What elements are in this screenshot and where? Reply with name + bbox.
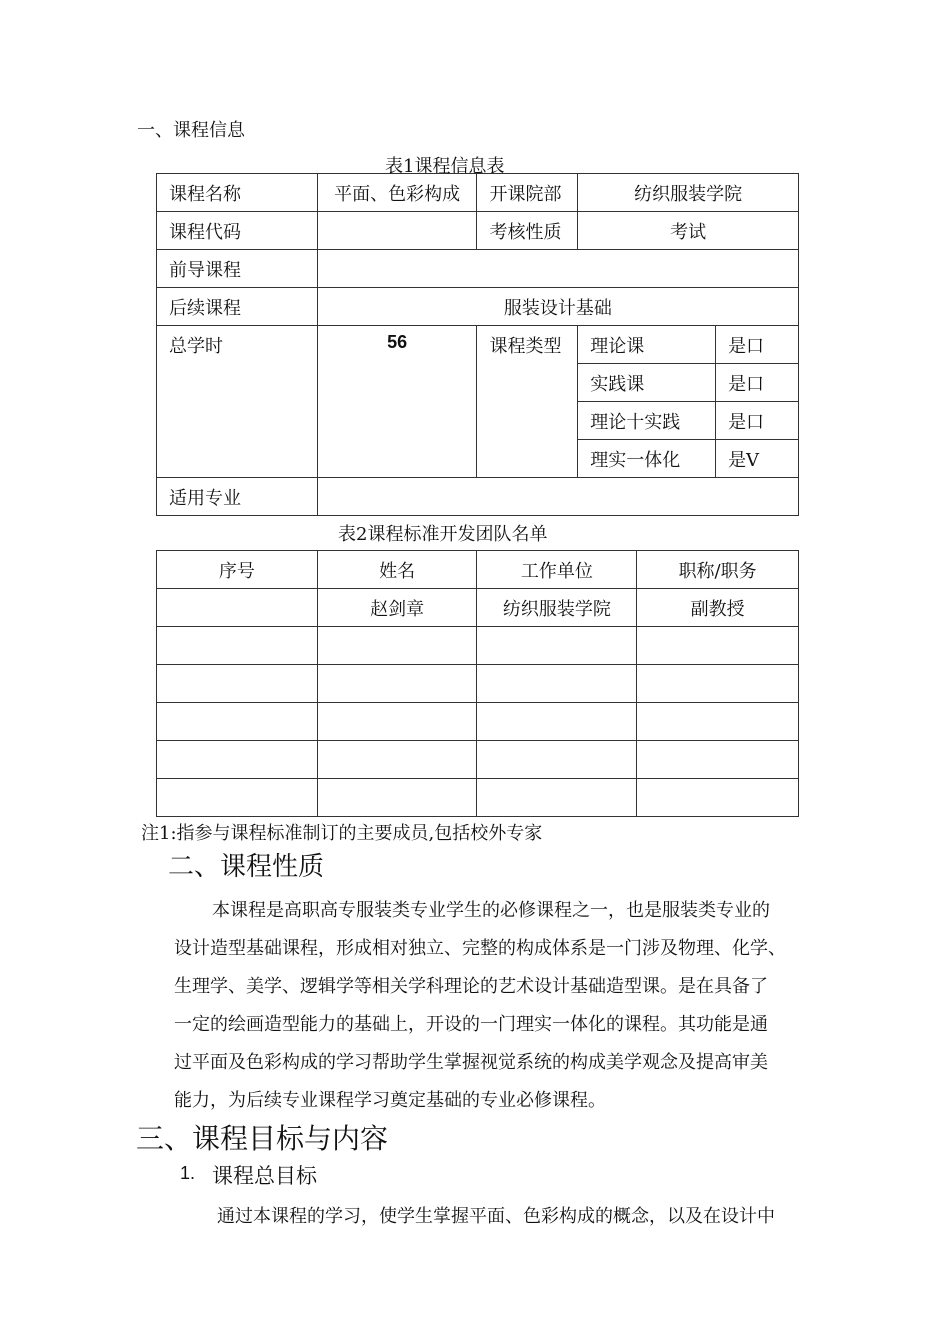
- course-type-label: 课程类型: [477, 326, 578, 478]
- course-type-name: 实践课: [578, 364, 716, 402]
- table-row: [157, 627, 799, 665]
- pre-course-label: 前导课程: [157, 250, 318, 288]
- dept-label: 开课院部: [477, 174, 578, 212]
- major-label: 适用专业: [157, 478, 318, 516]
- subsection-title: 课程总目标: [212, 1164, 317, 1188]
- section2-line: 生理学、美学、逻辑学等相关学科理论的艺术设计基础造型课。是在具备了: [174, 976, 768, 997]
- course-type-value: 是V: [716, 440, 799, 478]
- table-cell: [157, 665, 318, 703]
- table-row: [157, 174, 799, 212]
- table2-caption: 表2课程标准开发团队名单: [338, 524, 548, 545]
- course-type-name: 理论十实践: [578, 402, 716, 440]
- course-type-value: 是口: [716, 402, 799, 440]
- table-cell: [157, 741, 318, 779]
- hours-label: 总学时: [157, 326, 318, 478]
- table-cell: [477, 741, 637, 779]
- course-type-name: 理论课: [578, 326, 716, 364]
- table-cell: [637, 627, 799, 665]
- table-cell: [477, 779, 637, 817]
- table-cell: [157, 779, 318, 817]
- table-cell: 副教授: [637, 589, 799, 627]
- section1-title: 一、课程信息: [137, 120, 245, 141]
- table-row: [157, 779, 799, 817]
- table-cell: [317, 627, 477, 665]
- table-row: [157, 478, 799, 516]
- table-cell: [477, 627, 637, 665]
- table-cell: [637, 703, 799, 741]
- course-info-table: [156, 173, 799, 516]
- next-course-value: 服装设计基础: [317, 288, 798, 326]
- section2-line: 本课程是高职高专服装类专业学生的必修课程之一，也是服装类专业的: [212, 900, 770, 921]
- table-header-row: [157, 551, 799, 589]
- team-table: [156, 550, 799, 817]
- table-row: [157, 288, 799, 326]
- table-cell: [317, 703, 477, 741]
- table-cell: [477, 665, 637, 703]
- dept-value: 纺织服装学院: [578, 174, 799, 212]
- table-cell: [317, 665, 477, 703]
- table1-caption: 表1课程信息表: [385, 156, 505, 177]
- table-row: [157, 212, 799, 250]
- table-cell: [157, 589, 318, 627]
- course-type-name: 理实一体化: [578, 440, 716, 478]
- course-type-value: 是口: [716, 364, 799, 402]
- course-name-label: 课程名称: [157, 174, 318, 212]
- table-cell: [317, 741, 477, 779]
- column-header: 姓名: [317, 551, 477, 589]
- table-cell: [637, 665, 799, 703]
- table-row: [157, 250, 799, 288]
- table-row: [157, 703, 799, 741]
- section2-line: 过平面及色彩构成的学习帮助学生掌握视觉系统的构成美学观念及提高审美: [174, 1052, 768, 1073]
- course-code-value: [317, 212, 477, 250]
- major-value: [317, 478, 798, 516]
- table-row: [157, 326, 799, 364]
- table-cell: [157, 703, 318, 741]
- column-header: 序号: [157, 551, 318, 589]
- table-cell: 赵剑章: [317, 589, 477, 627]
- table-cell: [637, 741, 799, 779]
- column-header: 职称/职务: [637, 551, 799, 589]
- table-cell: [477, 703, 637, 741]
- table-cell: 纺织服装学院: [477, 589, 637, 627]
- next-course-label: 后续课程: [157, 288, 318, 326]
- section2-line: 能力，为后续专业课程学习奠定基础的专业必修课程。: [174, 1090, 606, 1111]
- section2-line: 一定的绘画造型能力的基础上，开设的一门理实一体化的课程。其功能是通: [174, 1014, 768, 1035]
- table-cell: [317, 779, 477, 817]
- hours-value: 56: [317, 326, 477, 478]
- table-cell: [157, 627, 318, 665]
- column-header: 工作单位: [477, 551, 637, 589]
- table-row: [157, 665, 799, 703]
- course-type-value: 是口: [716, 326, 799, 364]
- table-cell: [637, 779, 799, 817]
- table-row: [157, 741, 799, 779]
- assess-value: 考试: [578, 212, 799, 250]
- subsection-number: 1.: [180, 1163, 196, 1183]
- table-note: 注1:指参与课程标准制订的主要成员,包括校外专家: [141, 823, 543, 844]
- pre-course-value: [317, 250, 798, 288]
- table-row: [157, 589, 799, 627]
- section3-line: 通过本课程的学习，使学生掌握平面、色彩构成的概念，以及在设计中: [217, 1206, 775, 1227]
- section3-title: 三、课程目标与内容: [136, 1122, 389, 1155]
- course-code-label: 课程代码: [157, 212, 318, 250]
- assess-label: 考核性质: [477, 212, 578, 250]
- section2-title: 二、课程性质: [168, 852, 325, 882]
- section2-line: 设计造型基础课程，形成相对独立、完整的构成体系是一门涉及物理、化学、: [174, 938, 786, 959]
- course-name-value: 平面、色彩构成: [317, 174, 477, 212]
